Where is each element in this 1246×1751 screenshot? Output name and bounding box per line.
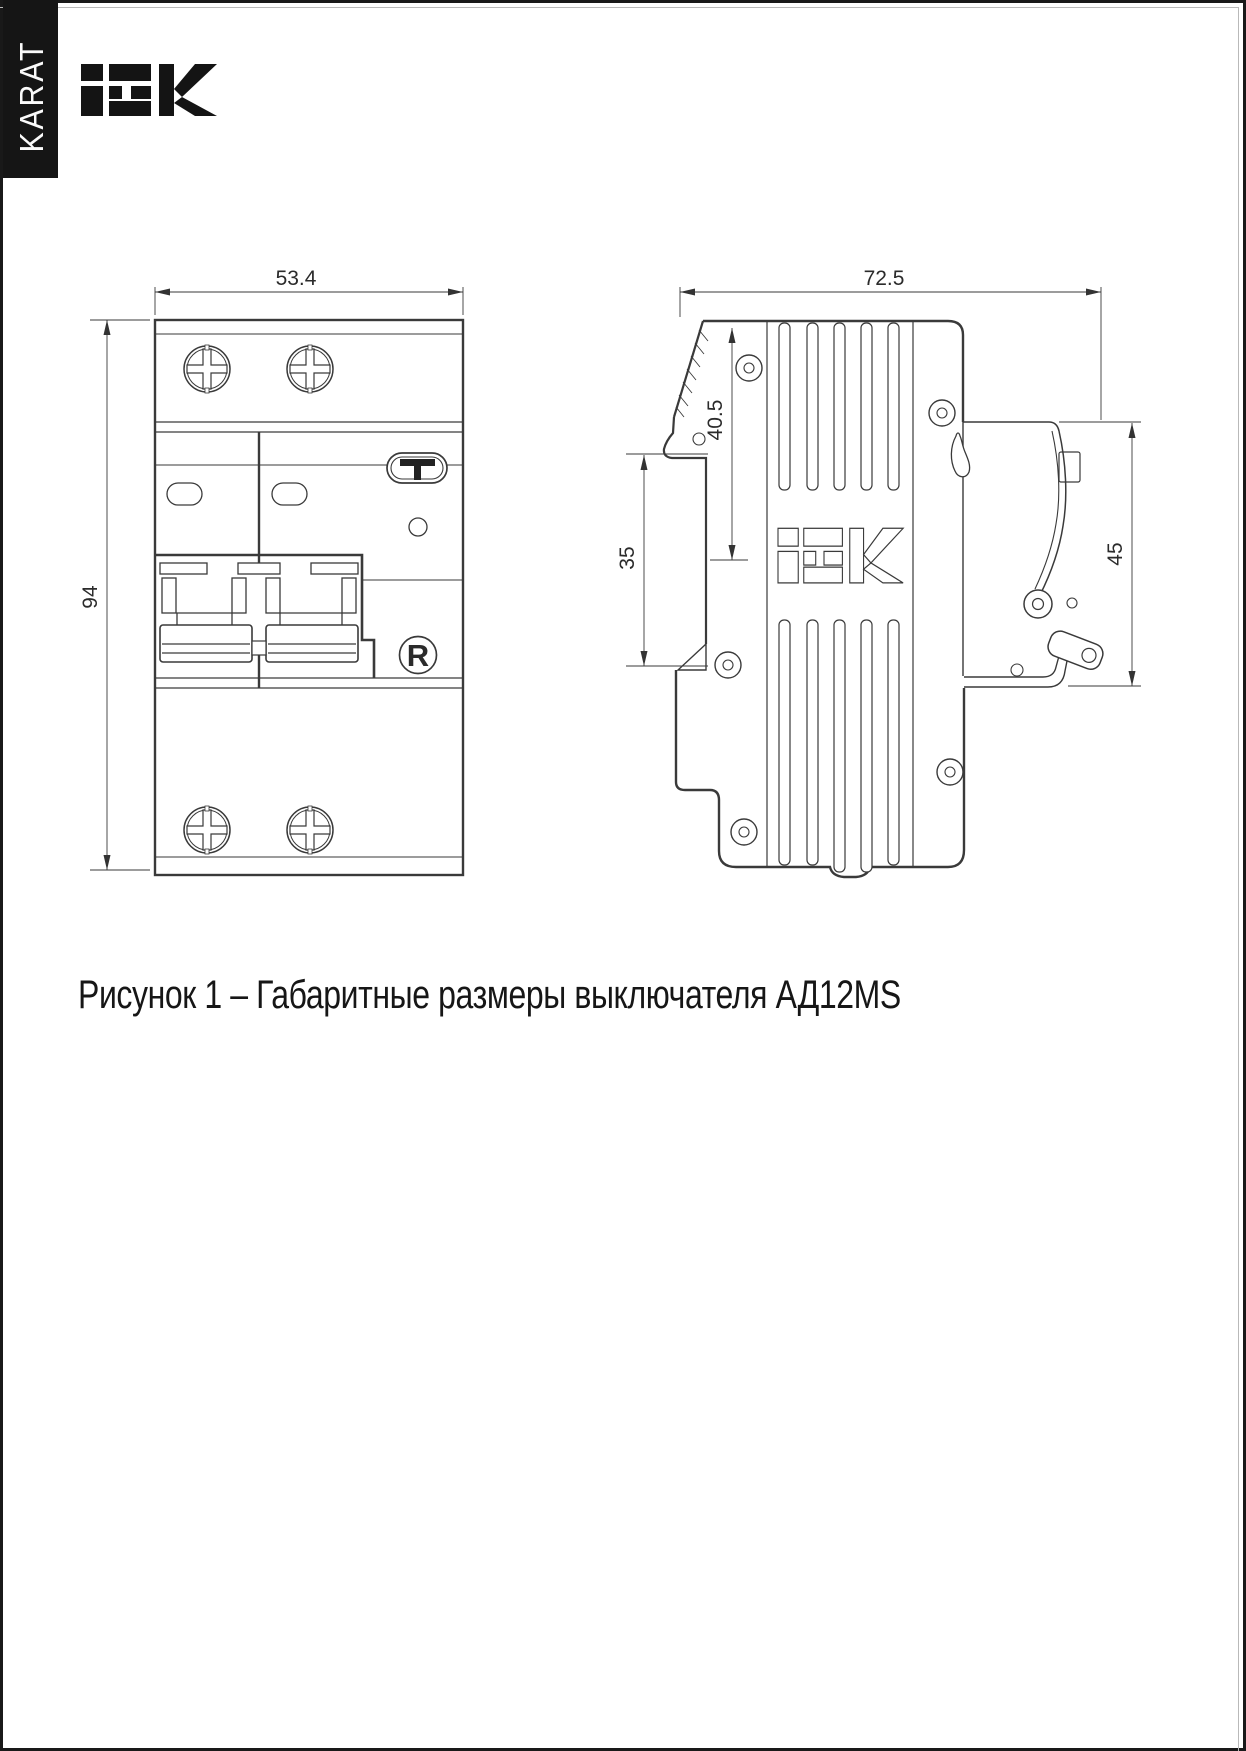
front-body-outline [155,320,463,875]
side-iek-logo [778,528,903,583]
terminal-tab [1059,452,1080,482]
handle-slot [272,483,307,505]
side-view-drawing [616,267,1141,877]
iek-logo-k-stem [159,64,174,116]
iek-logo-e-mid2 [131,86,151,99]
dimension-drawings [60,230,1180,910]
front-screws [184,345,333,854]
din-claw [664,417,706,644]
iek-logo-k-lower [174,97,217,116]
terminal-lever [963,422,1106,687]
vent-slots [779,323,899,872]
reset-button-letter: R [406,638,430,673]
rivets [693,355,1023,845]
front-toggle-mechanism [160,563,358,662]
side-top-depth-label: 40.5 [704,399,727,441]
screw-icon [184,806,230,854]
iek-logo-e-top [109,64,151,81]
iek-logo [80,56,220,118]
iek-logo-e-bottom [109,101,151,116]
test-button [387,453,447,483]
side-width-label: 72.5 [863,267,905,290]
side-slant-edge [674,321,703,417]
iek-logo-k-upper [174,64,217,97]
indicator-window [409,518,427,536]
reset-button [400,637,437,674]
side-din-slot-label: 35 [616,546,639,570]
figure-caption: Рисунок 1 – Габаритные размеры выключателя АД12MS [78,973,901,1017]
screw-icon [184,345,230,393]
iek-logo-e-mid [109,86,122,99]
side-body-bottom [676,670,964,877]
lever-arm [1045,628,1106,672]
karat-sidebar-bar [3,0,58,178]
handle-slot [167,483,202,505]
iek-logo-i-stem [81,86,103,116]
iek-logo-i-dot [81,64,103,81]
curved-slot [951,433,969,477]
screw-icon [287,806,333,854]
toggle-link [252,641,266,655]
front-width-label: 53.4 [275,267,317,290]
screw-icon [287,345,333,393]
side-right-depth-label: 45 [1104,542,1127,566]
karat-label: KARAT [13,39,50,153]
front-view-drawing [79,267,463,875]
front-height-label: 94 [79,585,102,609]
